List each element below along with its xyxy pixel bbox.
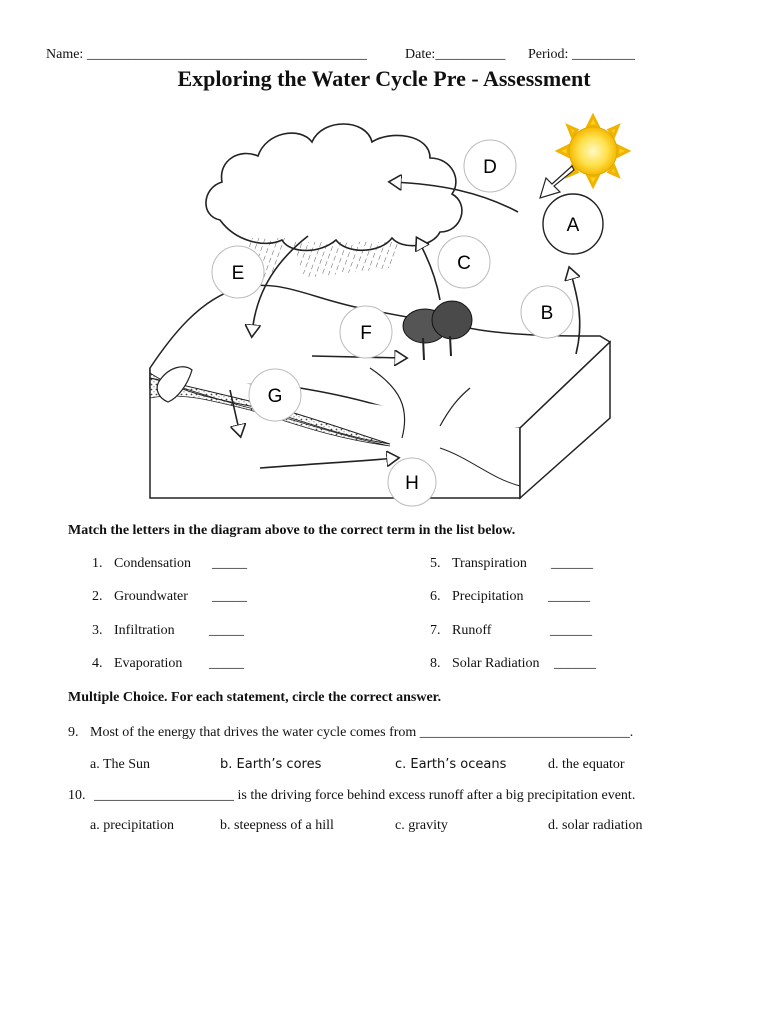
answer-blank[interactable]: _____ <box>212 589 247 604</box>
label-circle-a <box>543 194 603 254</box>
arrow-c <box>418 240 440 300</box>
question-9-text: Most of the energy that drives the water cycle comes from ______________________________. <box>90 725 634 740</box>
q10-option-d[interactable]: d. solar radiation <box>548 818 643 833</box>
answer-blank[interactable]: ______ <box>554 656 596 671</box>
label-circle-g <box>249 369 301 421</box>
item-number: 5. <box>430 556 441 571</box>
question-number: 9. <box>68 725 79 740</box>
term-infiltration: Infiltration <box>114 623 175 638</box>
name-field-label: Name: ________________________________________ <box>46 47 367 62</box>
solar-arrow <box>540 166 574 198</box>
water-cycle-diagram <box>140 108 660 508</box>
multiple-choice-instruction: Multiple Choice. For each statement, circle the correct answer. <box>68 690 442 705</box>
term-groundwater: Groundwater <box>114 589 188 604</box>
answer-blank[interactable]: ______ <box>550 623 592 638</box>
term-condensation: Condensation <box>114 556 191 571</box>
svg-text:E: E <box>231 263 245 284</box>
svg-text:F: F <box>360 323 372 344</box>
svg-text:A: A <box>566 215 580 236</box>
term-transpiration: Transpiration <box>452 556 527 571</box>
item-number: 8. <box>430 656 441 671</box>
label-circle-c <box>438 236 490 288</box>
svg-text:B: B <box>540 303 554 324</box>
svg-text:G: G <box>267 386 283 407</box>
item-number: 7. <box>430 623 441 638</box>
item-number: 4. <box>92 656 103 671</box>
label-circle-f <box>340 306 392 358</box>
term-evaporation: Evaporation <box>114 656 183 671</box>
item-number: 6. <box>430 589 441 604</box>
svg-text:C: C <box>457 253 471 274</box>
q9-option-d[interactable]: d. the equator <box>548 757 625 772</box>
date-field-label: Date:__________ <box>405 47 506 62</box>
svg-text:D: D <box>483 157 497 178</box>
matching-instruction: Match the letters in the diagram above to the correct term in the list below. <box>68 523 516 538</box>
answer-blank[interactable]: _____ <box>209 623 244 638</box>
term-runoff: Runoff <box>452 623 492 638</box>
answer-blank[interactable]: _____ <box>212 556 247 571</box>
answer-blank[interactable]: ______ <box>551 556 593 571</box>
q9-option-c[interactable]: c. Earth’s oceans <box>395 757 507 772</box>
answer-blank[interactable]: ______ <box>548 589 590 604</box>
page-title: Exploring the Water Cycle Pre - Assessment <box>177 66 591 91</box>
cloud <box>206 124 462 251</box>
item-number: 2. <box>92 589 103 604</box>
question-10-text: ____________________ is the driving force behind excess runoff after a big precipitation event. <box>94 788 636 803</box>
q10-option-b[interactable]: b. steepness of a hill <box>220 818 334 833</box>
svg-text:H: H <box>405 473 419 494</box>
q9-option-a[interactable]: a. The Sun <box>90 757 151 772</box>
period-field-label: Period: _________ <box>528 47 635 62</box>
term-precipitation: Precipitation <box>452 589 524 604</box>
label-circle-d <box>464 140 516 192</box>
item-number: 1. <box>92 556 103 571</box>
q9-option-b[interactable]: b. Earth’s cores <box>220 757 322 772</box>
term-solar-radiation: Solar Radiation <box>452 656 540 671</box>
q10-option-c[interactable]: c. gravity <box>395 818 448 833</box>
sun-icon <box>558 116 628 186</box>
answer-blank[interactable]: _____ <box>209 656 244 671</box>
label-circle-h <box>388 458 436 506</box>
q10-option-a[interactable]: a. precipitation <box>90 818 174 833</box>
label-circle-b <box>521 286 573 338</box>
question-number: 10. <box>68 788 86 803</box>
item-number: 3. <box>92 623 103 638</box>
list-item <box>92 556 103 572</box>
label-circle-e <box>212 246 264 298</box>
